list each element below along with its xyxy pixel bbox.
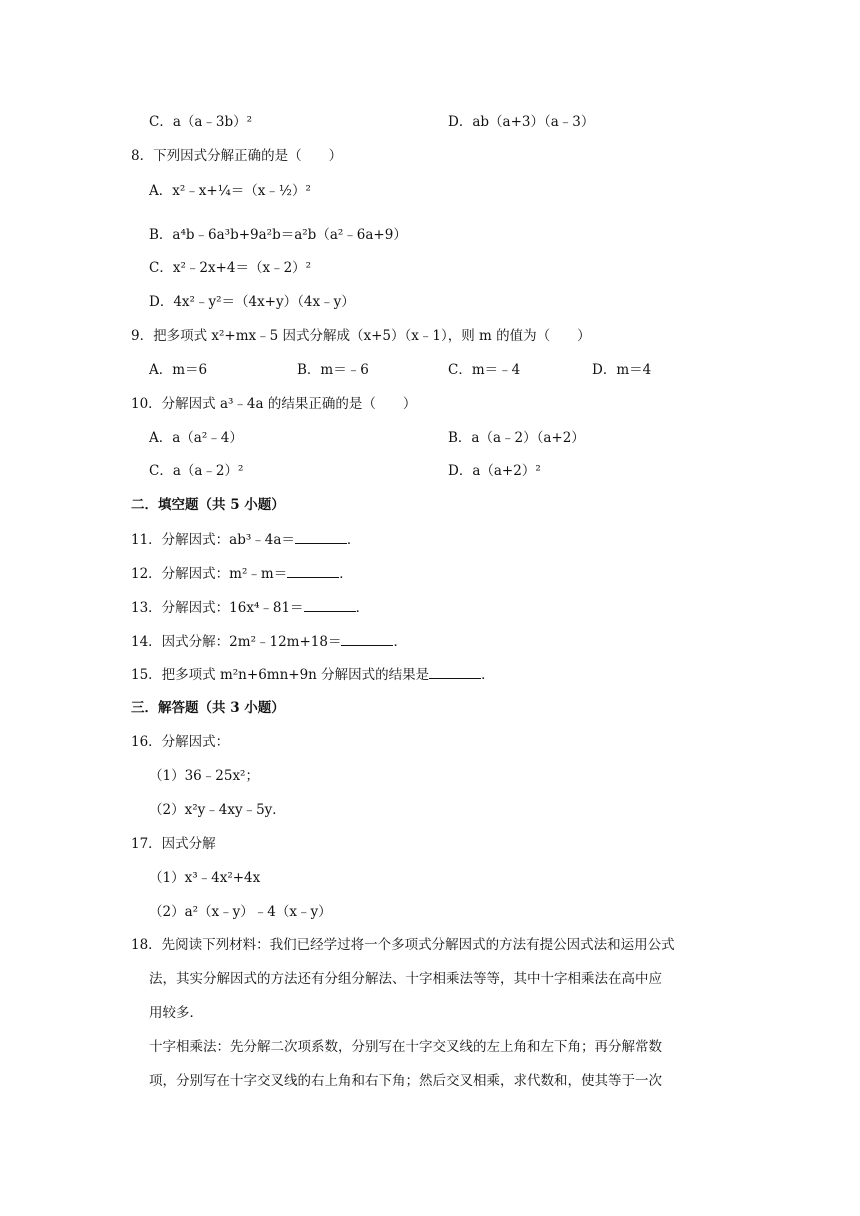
q10-option-d: D．a（a+2）² [448,463,541,479]
q18-line-1: 18．先阅读下列材料：我们已经学过将一个多项式分解因式的方法有提公因式法和运用公式 [131,937,675,953]
q10-option-c: C．a（a﹣2）² [149,463,244,479]
q17-part-2: （2）a²（x﹣y）﹣4（x﹣y） [149,904,332,920]
q9-option-b: B．m＝﹣6 [297,362,369,378]
q9-option-a: A．m＝6 [149,362,208,378]
q8-option-a: A．x²﹣x+¼＝（x﹣½）² [149,183,311,199]
q10-stem: 10．分解因式 a³﹣4a 的结果正确的是（ ） [131,396,417,412]
q12-period: ． [339,566,353,582]
q17-part-1: （1）x³﹣4x²+4x [149,870,261,886]
q7-option-d: D．ab（a+3）（a﹣3） [448,114,595,130]
q14-period: ． [393,634,407,650]
q8-stem: 8．下列因式分解正确的是（ ） [131,148,343,164]
q8-option-d: D．4x²﹣y²＝（4x+y）（4x﹣y） [149,294,355,310]
q16-stem: 16．分解因式： [131,734,230,750]
q13-line [131,597,369,618]
q13-text: 13．分解因式：16x⁴﹣81＝ [131,600,304,616]
q10-option-b: B．a（a﹣2）（a+2） [448,430,585,446]
q9-option-d: D．m＝4 [592,362,652,378]
q12-line [131,563,353,584]
answer-blank [295,529,347,544]
q10-option-a: A．a（a²﹣4） [149,430,243,446]
q16-part-2: （2）x²y﹣4xy﹣5y． [149,802,286,818]
q15-line [131,664,495,685]
q18-line-4: 十字相乘法：先分解二次项系数，分别写在十字交叉线的左上角和左下角；再分解常数 [149,1039,662,1055]
q12-text: 12．分解因式：m²﹣m＝ [131,566,288,582]
q14-text: 14．因式分解：2m²﹣12m+18＝ [131,634,342,650]
q14-line [131,631,407,652]
q8-option-b: B．a⁴b﹣6a³b+9a²b＝a²b（a²﹣6a+9） [149,227,407,243]
q7-option-c: C．a（a﹣3b）² [149,114,253,130]
q18-line-5: 项，分别写在十字交叉线的右上角和右下角；然后交叉相乘，求代数和，使其等于一次 [149,1073,662,1089]
q9-option-c: C．m＝﹣4 [448,362,521,378]
answer-blank [304,597,356,612]
q11-text: 11．分解因式：ab³﹣4a＝ [131,532,295,548]
q15-period: ． [481,667,495,683]
section-answer-title: 三．解答题（共 3 小题） [131,700,285,716]
q9-stem: 9．把多项式 x²+mx﹣5 因式分解成（x+5）（x﹣1），则 m 的值为（ ） [131,328,591,344]
answer-blank [429,664,481,679]
q13-period: ． [355,600,370,616]
answer-blank [287,563,339,578]
q18-line-3: 用较多． [149,1005,203,1021]
q11-period: ． [346,532,361,548]
answer-blank [341,631,393,646]
q11-line [131,529,360,550]
q18-line-2: 法，其实分解因式的方法还有分组分解法、十字相乘法等等，其中十字相乘法在高中应 [149,971,662,987]
section-fill-in-title: 二．填空题（共 5 小题） [131,497,285,513]
q17-stem: 17．因式分解 [131,836,216,852]
q16-part-1: （1）36﹣25x²； [149,768,259,784]
q15-text: 15．把多项式 m²n+6mn+9n 分解因式的结果是 [131,667,430,683]
q8-option-c: C．x²﹣2x+4＝（x﹣2）² [149,260,312,276]
